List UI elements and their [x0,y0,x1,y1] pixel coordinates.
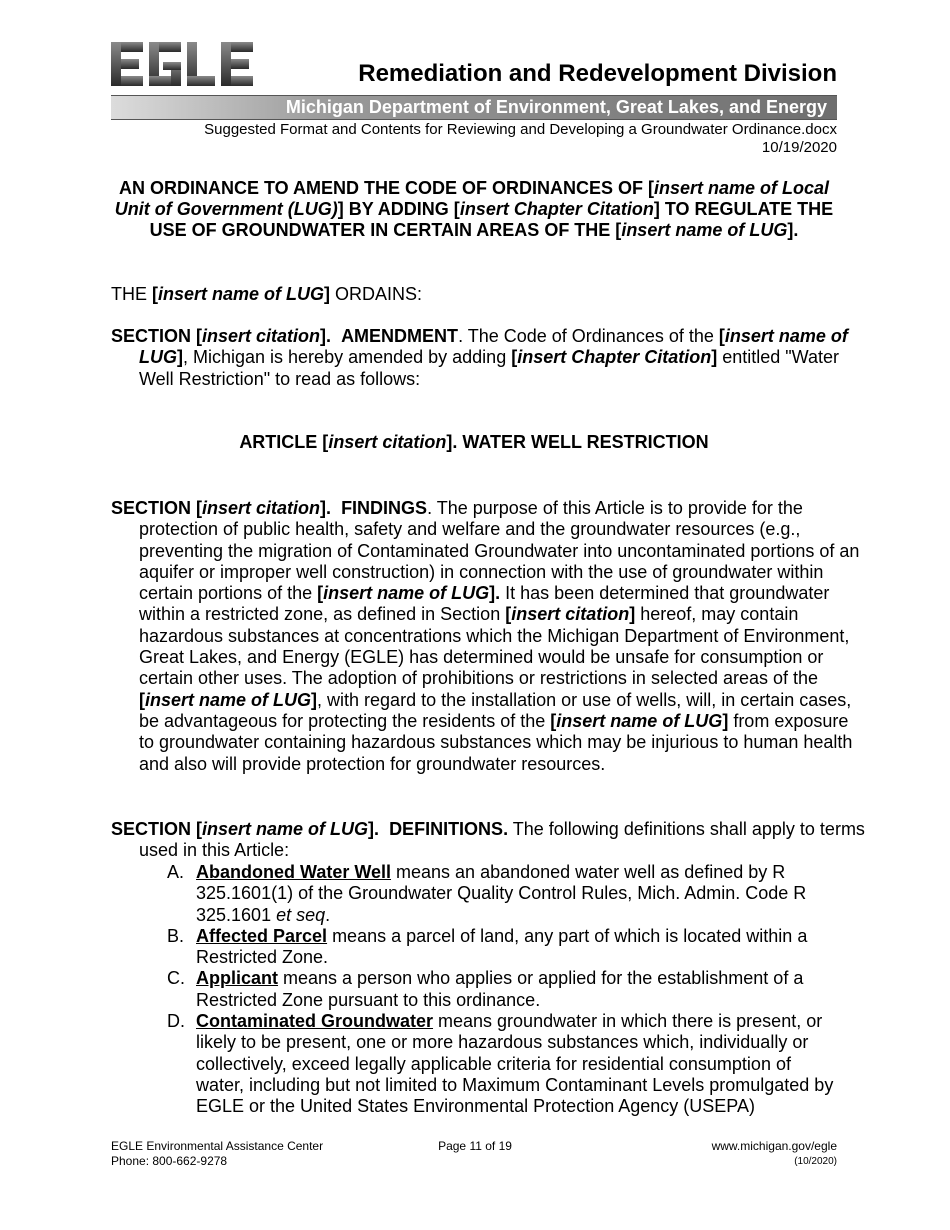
definition-term: Applicant [196,968,279,989]
definition-letter: D. [167,1011,185,1032]
page-number: Page 11 of 19 [438,1139,512,1153]
document-date: 10/19/2020 [761,139,837,156]
definition-letter: B. [167,925,185,946]
definition-item: D. Contaminated Groundwater means groundwater in which there is present, or likely to be present, one or more hazardous substances which, individually or collectively, exceed legally applicable criteria for residential consumption of water, including but not limited to Maximum Contaminant Levels promulgated by EGLE or the United States Environmental Protection Agency (USEPA) [167,1011,834,1117]
footer-url[interactable]: www.michigan.gov/egle [711,1139,837,1153]
definition-term: Contaminated Groundwater [196,1011,434,1032]
egle-logo [111,42,253,86]
section-definitions: SECTION [insert name of LUG]. DEFINITIONS. The following definitions shall apply to terms used in this Article: [111,819,865,861]
definition-item: B. Affected Parcel means a parcel of land, any part of which is located within a Restricted Zone. [167,925,808,968]
document-meta [204,121,837,157]
definition-item: A. Abandoned Water Well means an abandoned water well as defined by R 325.1601(1) of the Groundwater Quality Control Rules, Mich. Admin. Code R 325.1601 et seq. [167,862,807,925]
section-findings: SECTION [insert citation]. FINDINGS. The purpose of this Article is to provide for the protection of public health, safety and welfare and the groundwater resources (e.g., preventing the migration of Contaminated Groundwater into uncontaminated portions of an aquifer or improper well construction) in connection with the use of groundwater within certain portions of the [insert name of LUG]. It has been determined that groundwater within a restricted zone, as defined in Section [insert citation] hereof, may contain hazardous substances at concentrations which the Michigan Department of Environment, Great Lakes, and Energy (EGLE) has determined would be unsafe for consumption or certain other uses. The adoption of prohibitions or restrictions in selected areas of the [insert name of LUG], with regard to the installation or use of wells, will, in certain cases, be advantageous for protecting the residents of the [insert name of LUG] from exposure to groundwater containing hazardous substances which may be injurious to human health and also will provide protection for groundwater resources. [111,498,860,774]
definitions-list [167,862,839,1118]
definition-term: Affected Parcel [196,925,328,946]
department-name: Michigan Department of Environment, Great Lakes, and Energy [285,97,827,117]
definition-letter: A. [167,862,185,882]
definition-letter: C. [167,968,185,989]
ordains-statement: THE [insert name of LUG] ORDAINS: [111,284,423,304]
footer-web [712,1139,837,1169]
ordinance-title: AN ORDINANCE TO AMEND THE CODE OF ORDINANCES OF [insert name of Local Unit of Government (LUG)] BY ADDING [insert Chapter Citation] TO REGULATE THE USE OF GROUNDWATER IN CERTAIN AREAS OF THE [insert name of LUG]. [114,178,834,240]
section-amendment: SECTION [insert citation]. AMENDMENT. The Code of Ordinances of the [insert name of LUG], Michigan is hereby amended by adding [insert Chapter Citation] entitled "Water Well Restriction" to read as follows: [111,326,848,389]
department-banner [111,95,837,120]
document-filename: Suggested Format and Contents for Reviewing and Developing a Groundwater Ordinance.docx [204,121,837,138]
footer-center-name: EGLE Environmental Assistance Center [111,1139,324,1153]
footer-revision: (10/2020) [794,1156,837,1167]
footer-phone: Phone: 800-662-9278 [111,1154,228,1168]
article-heading: ARTICLE [insert citation]. WATER WELL RESTRICTION [239,432,709,452]
definition-term: Abandoned Water Well [196,862,392,882]
definition-item: C. Applicant means a person who applies or applied for the establishment of a Restricted Zone pursuant to this ordinance. [167,968,804,1010]
division-title: Remediation and Redevelopment Division [358,60,837,87]
